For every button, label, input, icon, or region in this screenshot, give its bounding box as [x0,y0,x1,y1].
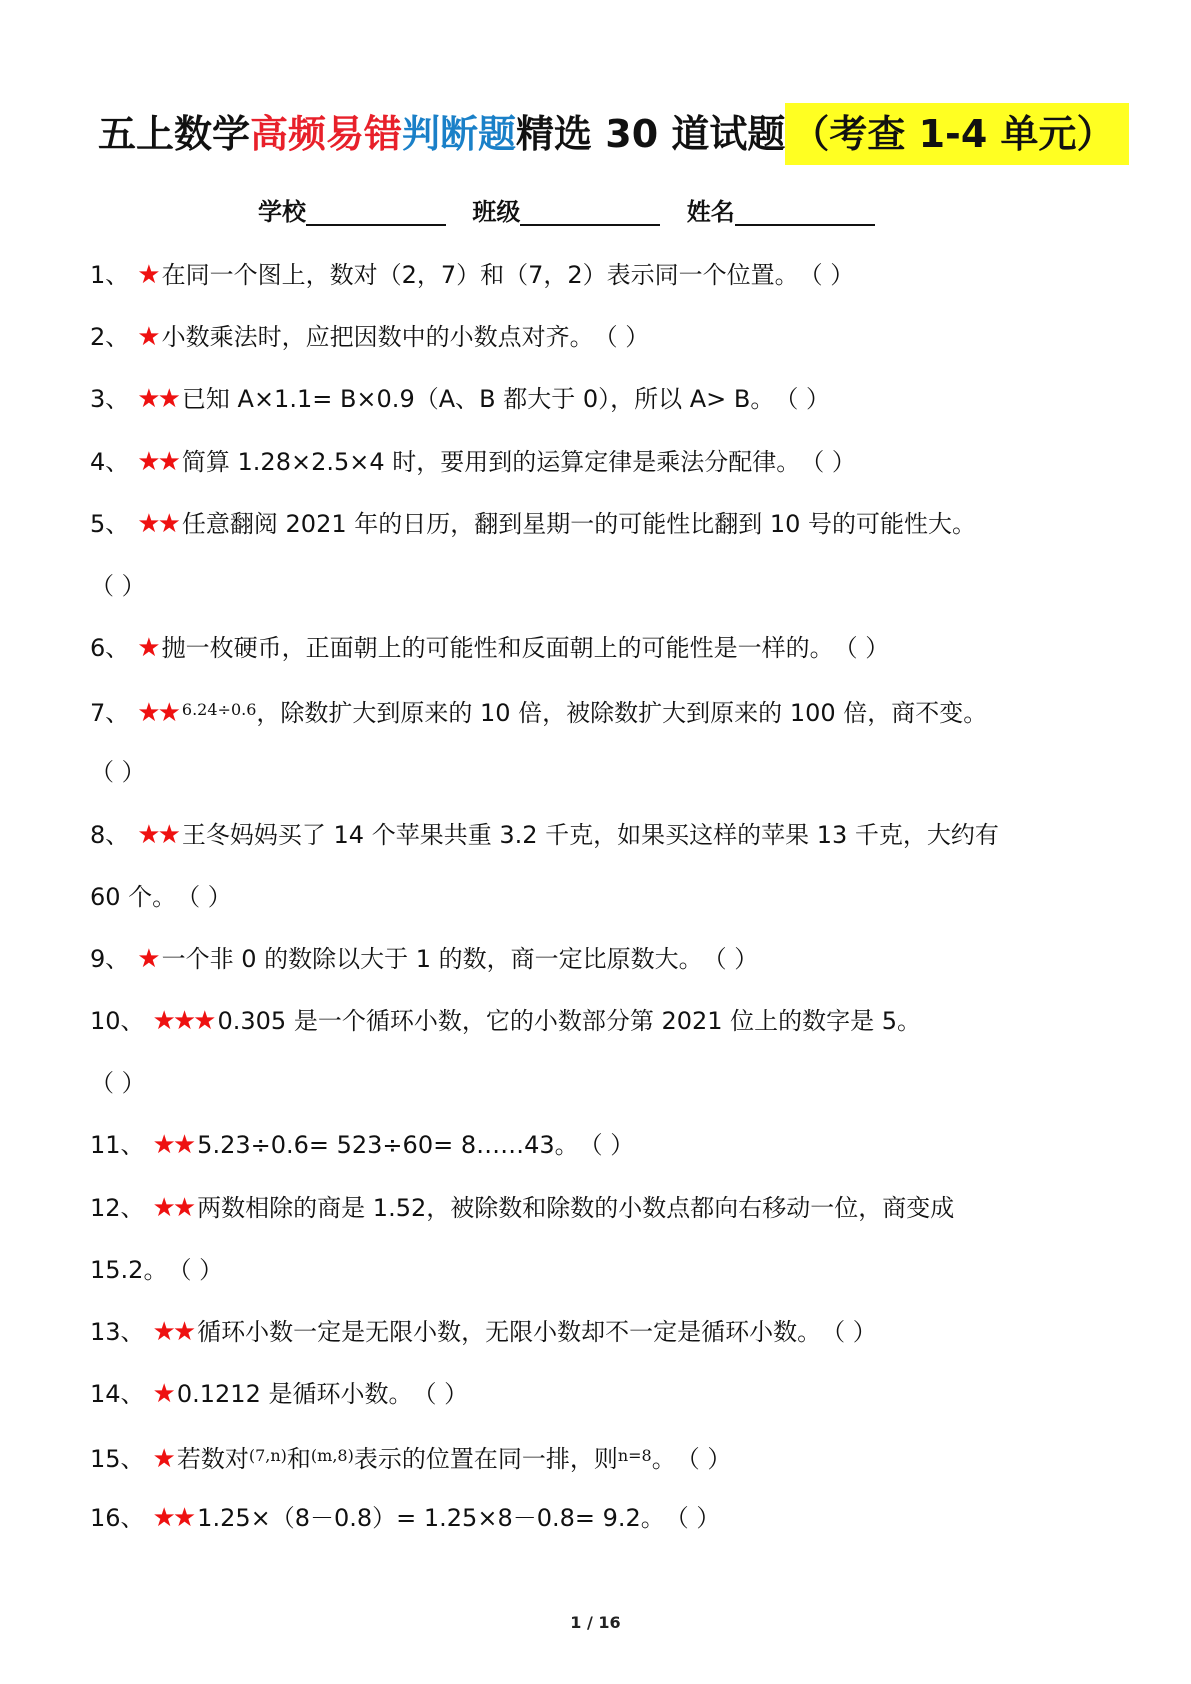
question-6 [90,630,889,666]
question-text: 5.23÷0.6= 523÷60= 8……43。 [197,1131,579,1159]
question-text: 任意翻阅 2021 年的日历，翻到星期一的可能性比翻到 10 号的可能性大。 [181,510,977,538]
page-number: 1 / 16 [570,1613,621,1632]
title-highlight-units: （考查 1-4 单元） [785,103,1128,165]
question-5-answer-line [90,568,146,604]
difficulty-star-icon: ★★ [152,1130,194,1160]
question-number: 12、 [90,1194,145,1222]
question-11 [90,1127,634,1163]
answer-blank[interactable]: （ ） [412,1380,469,1408]
question-8-continued [90,879,232,915]
question-text: 0.1212 是循环小数。 [176,1380,413,1408]
class-label: 班级 [472,198,521,226]
page-title [98,103,1129,165]
question-13 [90,1314,877,1350]
difficulty-star-icon: ★ [152,1379,173,1409]
question-text: 0.305 是一个循环小数，它的小数部分第 2021 位上的数字是 5。 [217,1007,922,1035]
question-text: 和 [286,1445,311,1473]
question-1 [90,257,854,293]
question-text: 1.25×（8－0.8）= 1.25×8－0.8= 9.2。 [197,1504,665,1532]
difficulty-star-icon: ★★ [152,1503,194,1533]
answer-blank[interactable]: （ ） [798,261,855,289]
answer-blank[interactable]: （ ） [593,323,650,351]
question-4 [90,444,856,480]
difficulty-star-icon: ★★ [137,447,178,477]
class-blank[interactable] [520,194,660,226]
class-field [472,192,660,232]
name-blank[interactable] [735,194,875,226]
question-7-answer-line [90,754,146,790]
question-number: 3、 [90,385,130,413]
question-number: 16、 [90,1504,145,1532]
answer-blank[interactable]: （ ） [176,883,232,911]
question-number: 14、 [90,1380,145,1408]
answer-blank[interactable]: （ ） [833,634,890,662]
question-number: 13、 [90,1318,145,1346]
school-label: 学校 [258,198,306,226]
question-number: 10、 [90,1007,145,1035]
question-9 [90,941,758,977]
question-number: 9、 [90,945,130,973]
school-field [258,192,446,232]
difficulty-star-icon: ★★ [137,698,178,728]
question-text-continued: 15.2。 [90,1256,168,1284]
answer-blank[interactable]: （ ） [90,1069,146,1097]
question-text: 表示的位置在同一排，则 [353,1445,618,1473]
question-text: 。 [651,1445,676,1473]
question-12 [90,1190,954,1226]
question-text: 王冬妈妈买了 14 个苹果共重 3.2 千克，如果买这样的苹果 13 千克，大约有 [181,821,999,849]
difficulty-star-icon: ★★ [137,820,178,850]
student-info-row [258,192,893,232]
answer-blank[interactable]: （ ） [702,945,759,973]
question-number: 7、 [90,699,130,727]
title-part-frequent-errors: 高频易错 [250,112,403,156]
difficulty-star-icon: ★ [152,1444,173,1474]
difficulty-star-icon: ★★ [152,1317,194,1347]
title-part-true-false: 判断题 [402,112,517,156]
answer-blank[interactable]: （ ） [90,572,146,600]
question-number: 4、 [90,448,130,476]
question-text-continued: 60 个。 [90,883,177,911]
question-14 [90,1376,468,1412]
difficulty-star-icon: ★ [137,322,158,352]
difficulty-star-icon: ★★ [137,509,178,539]
math-equation: n=8 [617,1446,652,1465]
question-number: 8、 [90,821,130,849]
answer-blank[interactable]: （ ） [90,758,146,786]
difficulty-star-icon: ★★★ [152,1006,214,1036]
question-2 [90,319,649,355]
answer-blank[interactable]: （ ） [675,1445,732,1473]
question-8 [90,817,999,853]
math-expression: 6.24÷0.6 [181,700,257,719]
question-text: 若数对 [176,1445,249,1473]
question-text: 循环小数一定是无限小数，无限小数却不一定是循环小数。 [197,1318,822,1346]
answer-blank[interactable]: （ ） [800,448,856,476]
question-10-answer-line [90,1065,146,1101]
question-text: 已知 A×1.1= B×0.9（A、B 都大于 0），所以 A> B。 [181,385,775,413]
difficulty-star-icon: ★ [137,260,158,290]
difficulty-star-icon: ★ [137,633,158,663]
difficulty-star-icon: ★★ [137,384,178,414]
title-part-selection: 精选 30 道试题 [516,112,786,156]
math-coordinate-pair: (m,8) [310,1446,354,1465]
question-text: 小数乘法时，应把因数中的小数点对齐。 [161,323,594,351]
question-16 [90,1500,720,1536]
question-7 [90,692,987,728]
question-10 [90,1003,921,1039]
question-15 [90,1438,731,1474]
name-label: 姓名 [686,198,735,226]
question-text: 在同一个图上，数对（2，7）和（7，2）表示同一个位置。 [161,261,799,289]
question-text: 简算 1.28×2.5×4 时，要用到的运算定律是乘法分配律。 [181,448,801,476]
question-text: 抛一枚硬币，正面朝上的可能性和反面朝上的可能性是一样的。 [161,634,834,662]
question-number: 6、 [90,634,130,662]
question-number: 11、 [90,1131,145,1159]
question-number: 5、 [90,510,130,538]
question-text: ，除数扩大到原来的 10 倍，被除数扩大到原来的 100 倍，商不变。 [256,699,988,727]
difficulty-star-icon: ★★ [152,1193,194,1223]
math-coordinate-pair: (7,n) [248,1446,287,1465]
answer-blank[interactable]: （ ） [774,385,831,413]
school-blank[interactable] [306,194,446,226]
question-text: 两数相除的商是 1.52，被除数和除数的小数点都向右移动一位，商变成 [197,1194,955,1222]
question-3 [90,381,830,417]
difficulty-star-icon: ★ [137,944,158,974]
answer-blank[interactable]: （ ） [821,1318,877,1346]
question-number: 15、 [90,1445,145,1473]
name-field [687,192,875,232]
question-number: 2、 [90,323,130,351]
question-5 [90,506,976,542]
answer-blank[interactable]: （ ） [664,1504,721,1532]
title-part-grade: 五上数学 [98,112,251,156]
question-text: 一个非 0 的数除以大于 1 的数，商一定比原数大。 [161,945,703,973]
question-number: 1、 [90,261,130,289]
question-12-continued [90,1252,223,1288]
answer-blank[interactable]: （ ） [578,1131,635,1159]
answer-blank[interactable]: （ ） [167,1256,224,1284]
